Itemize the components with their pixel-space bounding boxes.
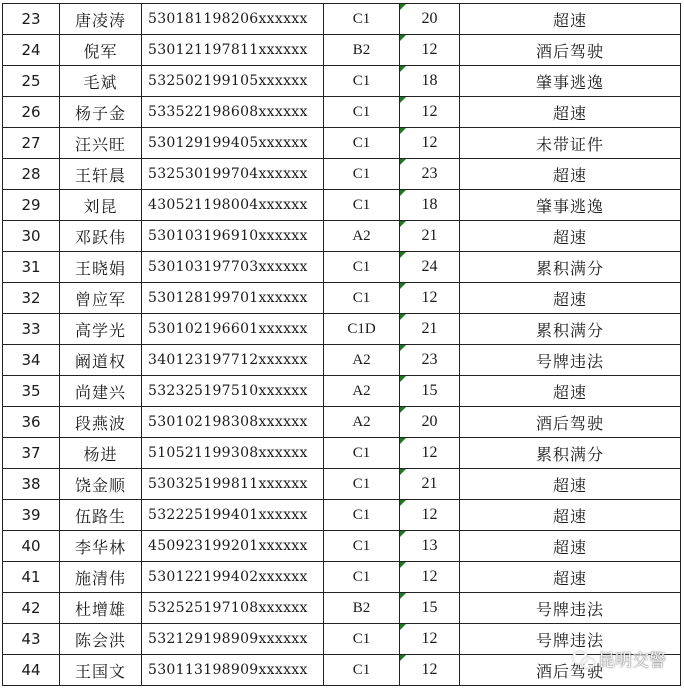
table-row <box>3 221 681 252</box>
cell-license-class: C1 <box>324 4 400 35</box>
cell-points: 12 <box>400 97 460 128</box>
cell-name: 阚道权 <box>60 345 142 376</box>
table-row <box>3 407 681 438</box>
cell-name: 尚建兴 <box>60 376 142 407</box>
cell-id-number: 530122199402xxxxxx <box>142 562 324 593</box>
cell-points: 15 <box>400 376 460 407</box>
cell-id-number: 530181198206xxxxxx <box>142 4 324 35</box>
cell-id-number: 450923199201xxxxxx <box>142 531 324 562</box>
cell-reason: 号牌违法 <box>460 624 681 655</box>
cell-number: 37 <box>3 438 60 469</box>
penalty-table <box>2 3 681 686</box>
cell-reason: 超速 <box>460 283 681 314</box>
table-row <box>3 593 681 624</box>
cell-name: 施清伟 <box>60 562 142 593</box>
cell-points: 12 <box>400 500 460 531</box>
cell-name: 王轩晨 <box>60 159 142 190</box>
cell-number: 31 <box>3 252 60 283</box>
cell-name: 唐凌涛 <box>60 4 142 35</box>
cell-id-number: 532530199704xxxxxx <box>142 159 324 190</box>
table-row <box>3 500 681 531</box>
cell-points: 13 <box>400 531 460 562</box>
cell-license-class: A2 <box>324 407 400 438</box>
cell-license-class: C1 <box>324 190 400 221</box>
cell-license-class: C1D <box>324 314 400 345</box>
table-row <box>3 159 681 190</box>
table-body <box>3 4 681 686</box>
cell-license-class: C1 <box>324 469 400 500</box>
cell-license-class: B2 <box>324 35 400 66</box>
cell-id-number: 510521199308xxxxxx <box>142 438 324 469</box>
cell-id-number: 530113198909xxxxxx <box>142 655 324 686</box>
cell-points: 12 <box>400 562 460 593</box>
cell-points: 20 <box>400 407 460 438</box>
cell-id-number: 430521198004xxxxxx <box>142 190 324 221</box>
table-row <box>3 438 681 469</box>
table-row <box>3 190 681 221</box>
cell-reason: 酒后驾驶 <box>460 655 681 686</box>
cell-number: 42 <box>3 593 60 624</box>
cell-number: 27 <box>3 128 60 159</box>
cell-number: 34 <box>3 345 60 376</box>
cell-reason: 超速 <box>460 562 681 593</box>
cell-points: 20 <box>400 4 460 35</box>
cell-id-number: 530102198308xxxxxx <box>142 407 324 438</box>
cell-id-number: 530121197811xxxxxx <box>142 35 324 66</box>
cell-name: 曾应军 <box>60 283 142 314</box>
cell-license-class: C1 <box>324 562 400 593</box>
table-row <box>3 97 681 128</box>
cell-name: 邓跃伟 <box>60 221 142 252</box>
cell-points: 12 <box>400 283 460 314</box>
cell-reason: 酒后驾驶 <box>460 407 681 438</box>
watermark-text: 昆明交警 <box>598 651 666 671</box>
cell-reason: 超速 <box>460 469 681 500</box>
cell-reason: 超速 <box>460 4 681 35</box>
table-row <box>3 314 681 345</box>
cell-number: 44 <box>3 655 60 686</box>
cell-reason: 累积满分 <box>460 252 681 283</box>
cell-license-class: C1 <box>324 531 400 562</box>
table-row <box>3 35 681 66</box>
cell-points: 12 <box>400 624 460 655</box>
watermark <box>572 646 666 671</box>
cell-reason: 超速 <box>460 159 681 190</box>
cell-license-class: C1 <box>324 159 400 190</box>
cell-number: 26 <box>3 97 60 128</box>
cell-license-class: A2 <box>324 376 400 407</box>
cell-license-class: C1 <box>324 438 400 469</box>
cell-id-number: 530103197703xxxxxx <box>142 252 324 283</box>
table-row <box>3 283 681 314</box>
cell-license-class: A2 <box>324 221 400 252</box>
cell-name: 毛斌 <box>60 66 142 97</box>
cell-name: 王晓娟 <box>60 252 142 283</box>
cell-name: 李华林 <box>60 531 142 562</box>
cell-number: 33 <box>3 314 60 345</box>
cell-name: 杜增雄 <box>60 593 142 624</box>
cell-number: 40 <box>3 531 60 562</box>
cell-id-number: 532325197510xxxxxx <box>142 376 324 407</box>
cell-reason: 号牌违法 <box>460 593 681 624</box>
cell-points: 23 <box>400 159 460 190</box>
cell-name: 王国文 <box>60 655 142 686</box>
table-row <box>3 345 681 376</box>
cell-reason: 酒后驾驶 <box>460 35 681 66</box>
cell-points: 15 <box>400 593 460 624</box>
cell-name: 伍路生 <box>60 500 142 531</box>
cell-reason: 肇事逃逸 <box>460 190 681 221</box>
cell-license-class: C1 <box>324 97 400 128</box>
cell-reason: 号牌违法 <box>460 345 681 376</box>
cell-license-class: C1 <box>324 500 400 531</box>
cell-points: 12 <box>400 438 460 469</box>
table-row <box>3 4 681 35</box>
cell-id-number: 530103196910xxxxxx <box>142 221 324 252</box>
cell-id-number: 530102196601xxxxxx <box>142 314 324 345</box>
table-row <box>3 66 681 97</box>
cell-license-class: C1 <box>324 66 400 97</box>
cell-number: 38 <box>3 469 60 500</box>
cell-license-class: B2 <box>324 593 400 624</box>
cell-number: 35 <box>3 376 60 407</box>
table-row <box>3 562 681 593</box>
cell-name: 高学光 <box>60 314 142 345</box>
cell-license-class: C1 <box>324 624 400 655</box>
cell-number: 23 <box>3 4 60 35</box>
cell-license-class: C1 <box>324 128 400 159</box>
cell-points: 24 <box>400 252 460 283</box>
cell-name: 段燕波 <box>60 407 142 438</box>
cell-id-number: 530128199701xxxxxx <box>142 283 324 314</box>
cell-reason: 超速 <box>460 97 681 128</box>
cell-number: 32 <box>3 283 60 314</box>
cell-number: 28 <box>3 159 60 190</box>
cell-reason: 累积满分 <box>460 438 681 469</box>
cell-reason: 肇事逃逸 <box>460 66 681 97</box>
cell-name: 杨子金 <box>60 97 142 128</box>
cell-reason: 超速 <box>460 500 681 531</box>
cell-id-number: 533522198608xxxxxx <box>142 97 324 128</box>
cell-reason: 超速 <box>460 221 681 252</box>
cell-name: 陈会洪 <box>60 624 142 655</box>
cell-points: 18 <box>400 190 460 221</box>
cell-points: 18 <box>400 66 460 97</box>
table-row <box>3 531 681 562</box>
cell-license-class: C1 <box>324 252 400 283</box>
cell-id-number: 532502199105xxxxxx <box>142 66 324 97</box>
cell-id-number: 532129198909xxxxxx <box>142 624 324 655</box>
cell-reason: 超速 <box>460 531 681 562</box>
table-row <box>3 128 681 159</box>
cell-reason: 未带证件 <box>460 128 681 159</box>
cell-points: 21 <box>400 314 460 345</box>
cell-id-number: 530129199405xxxxxx <box>142 128 324 159</box>
cell-reason: 超速 <box>460 376 681 407</box>
cell-reason: 累积满分 <box>460 314 681 345</box>
cell-name: 汪兴旺 <box>60 128 142 159</box>
cell-name: 倪军 <box>60 35 142 66</box>
cell-number: 24 <box>3 35 60 66</box>
table-row <box>3 376 681 407</box>
cell-name: 杨进 <box>60 438 142 469</box>
cell-license-class: C1 <box>324 655 400 686</box>
cell-points: 23 <box>400 345 460 376</box>
cell-points: 12 <box>400 35 460 66</box>
cell-id-number: 530325199811xxxxxx <box>142 469 324 500</box>
cell-number: 41 <box>3 562 60 593</box>
wechat-icon <box>572 650 594 668</box>
cell-number: 36 <box>3 407 60 438</box>
cell-points: 12 <box>400 655 460 686</box>
cell-number: 43 <box>3 624 60 655</box>
cell-id-number: 532525197108xxxxxx <box>142 593 324 624</box>
cell-license-class: C1 <box>324 283 400 314</box>
cell-number: 25 <box>3 66 60 97</box>
cell-name: 饶金顺 <box>60 469 142 500</box>
cell-name: 刘昆 <box>60 190 142 221</box>
cell-id-number: 340123197712xxxxxx <box>142 345 324 376</box>
table-row <box>3 469 681 500</box>
cell-id-number: 532225199401xxxxxx <box>142 500 324 531</box>
cell-number: 39 <box>3 500 60 531</box>
cell-points: 21 <box>400 221 460 252</box>
table-row <box>3 252 681 283</box>
cell-number: 30 <box>3 221 60 252</box>
cell-points: 12 <box>400 128 460 159</box>
cell-points: 21 <box>400 469 460 500</box>
cell-number: 29 <box>3 190 60 221</box>
cell-license-class: A2 <box>324 345 400 376</box>
